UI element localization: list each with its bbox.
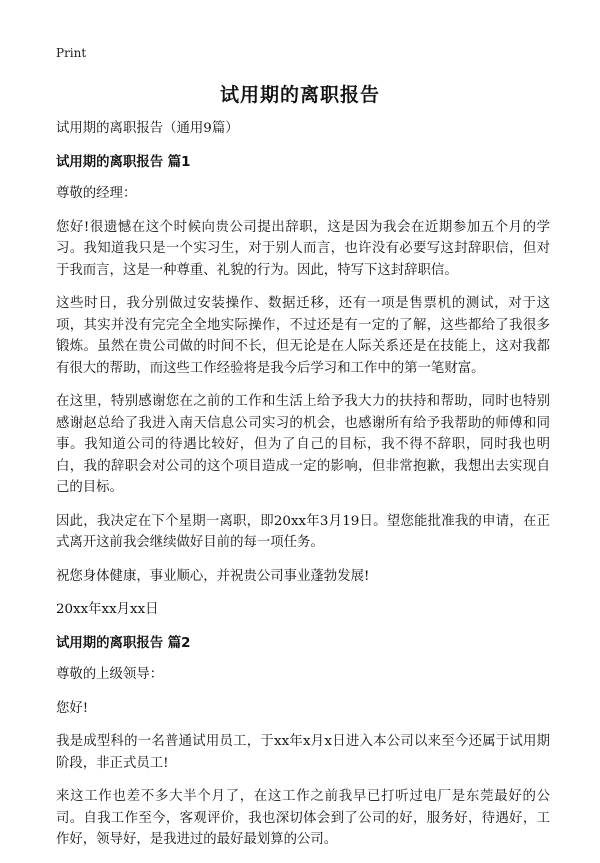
body-paragraph: 在这里，特别感谢您在之前的工作和生活上给予我大力的扶持和帮助，同时也特别感谢赵总给了我进入南天信息公司实习的机会，也感谢所有给予我帮助的师傅和同事。我知道公司的待遇比较好，但为了自己的目标，我不得不辞职，同时我也明白，我的辞职会对公司的这个项目造成一定的影响，但非常抱歉，我想出去实现自己的目标。 <box>56 394 550 495</box>
body-paragraph: 来这工作也差不多大半个月了，在这工作之前我早已打听过电厂是东莞最好的公司。自我工作至今，客观评价，我也深切体会到了公司的好，服务好，待遇好，工作好，领导好，是我进过的最好最划算的公司。 <box>56 789 550 847</box>
section-heading: 试用期的离职报告 篇1 <box>56 154 191 170</box>
salutation: 尊敬的经理： <box>56 186 137 201</box>
greeting: 您好! <box>56 700 89 716</box>
body-paragraph: 我是成型科的一名普通试用员工，于xx年x月x日进入本公司以来至今还属于试用期阶段，非正式员工! <box>56 734 550 771</box>
body-paragraph: 因此，我决定在下个星期一离职，即20xx年3月19日。望您能批准我的申请，在正式离开这前我会继续做好目前的每一项任务。 <box>56 513 550 550</box>
body-paragraph: 您好!很遗憾在这个时候向贵公司提出辞职，这是因为我会在近期参加五个月的学习。我知道我只是一个实习生，对于别人而言，也许没有必要写这封辞职信，但对于我而言，这是一种尊重、礼貌的行为。因此，特写下这封辞职信。 <box>56 219 550 278</box>
document-body <box>56 118 550 863</box>
closing-wishes: 祝您身体健康，事业顺心，并祝贵公司事业蓬勃发展! <box>56 568 370 584</box>
date-line: 20xx年xx月xx日 <box>56 602 159 617</box>
section-heading: 试用期的离职报告 篇2 <box>56 635 191 651</box>
salutation: 尊敬的上级领导： <box>56 667 164 682</box>
page-title: 试用期的离职报告 <box>219 84 380 106</box>
body-paragraph: 这些时日，我分别做过安装操作、数据迁移，还有一项是售票机的测试，对于这项，其实并没有完完全全地实际操作，不过还是有一定的了解，这些都给了我很多锻炼。虽然在贵公司做的时间不长，但无论是在人际关系还是在技能上，这对我都有很大的帮助，而这些工作经验将是我今后学习和工作中的第一笔财富。 <box>56 296 550 376</box>
document-subtitle: 试用期的离职报告（通用9篇） <box>56 121 239 136</box>
print-link[interactable]: Print <box>56 46 87 60</box>
